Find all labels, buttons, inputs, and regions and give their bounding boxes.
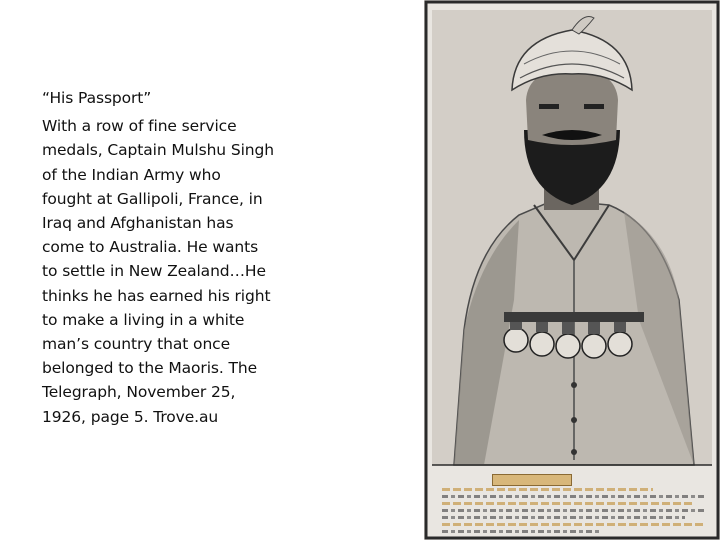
clipping-headline-highlight [492, 474, 572, 486]
caption-block [42, 86, 274, 429]
clipping-newsprint-text [442, 488, 706, 537]
caption-title: “His Passport” [42, 89, 152, 107]
newspaper-clipping-photo [424, 0, 720, 540]
portrait-illustration [424, 0, 720, 540]
caption-body: With a row of fine service medals, Captain Mulshu Singh of the Indian Army who fought at Gallipoli, France, in Iraq and Afghanistan has come to Australia. He wants to settle in New Zealand…He thinks he has earned his right to make a living in a white man’s country that once belonged to the Maoris. The Telegraph, November 25, 1926, page 5. Trove.au [42, 117, 274, 426]
